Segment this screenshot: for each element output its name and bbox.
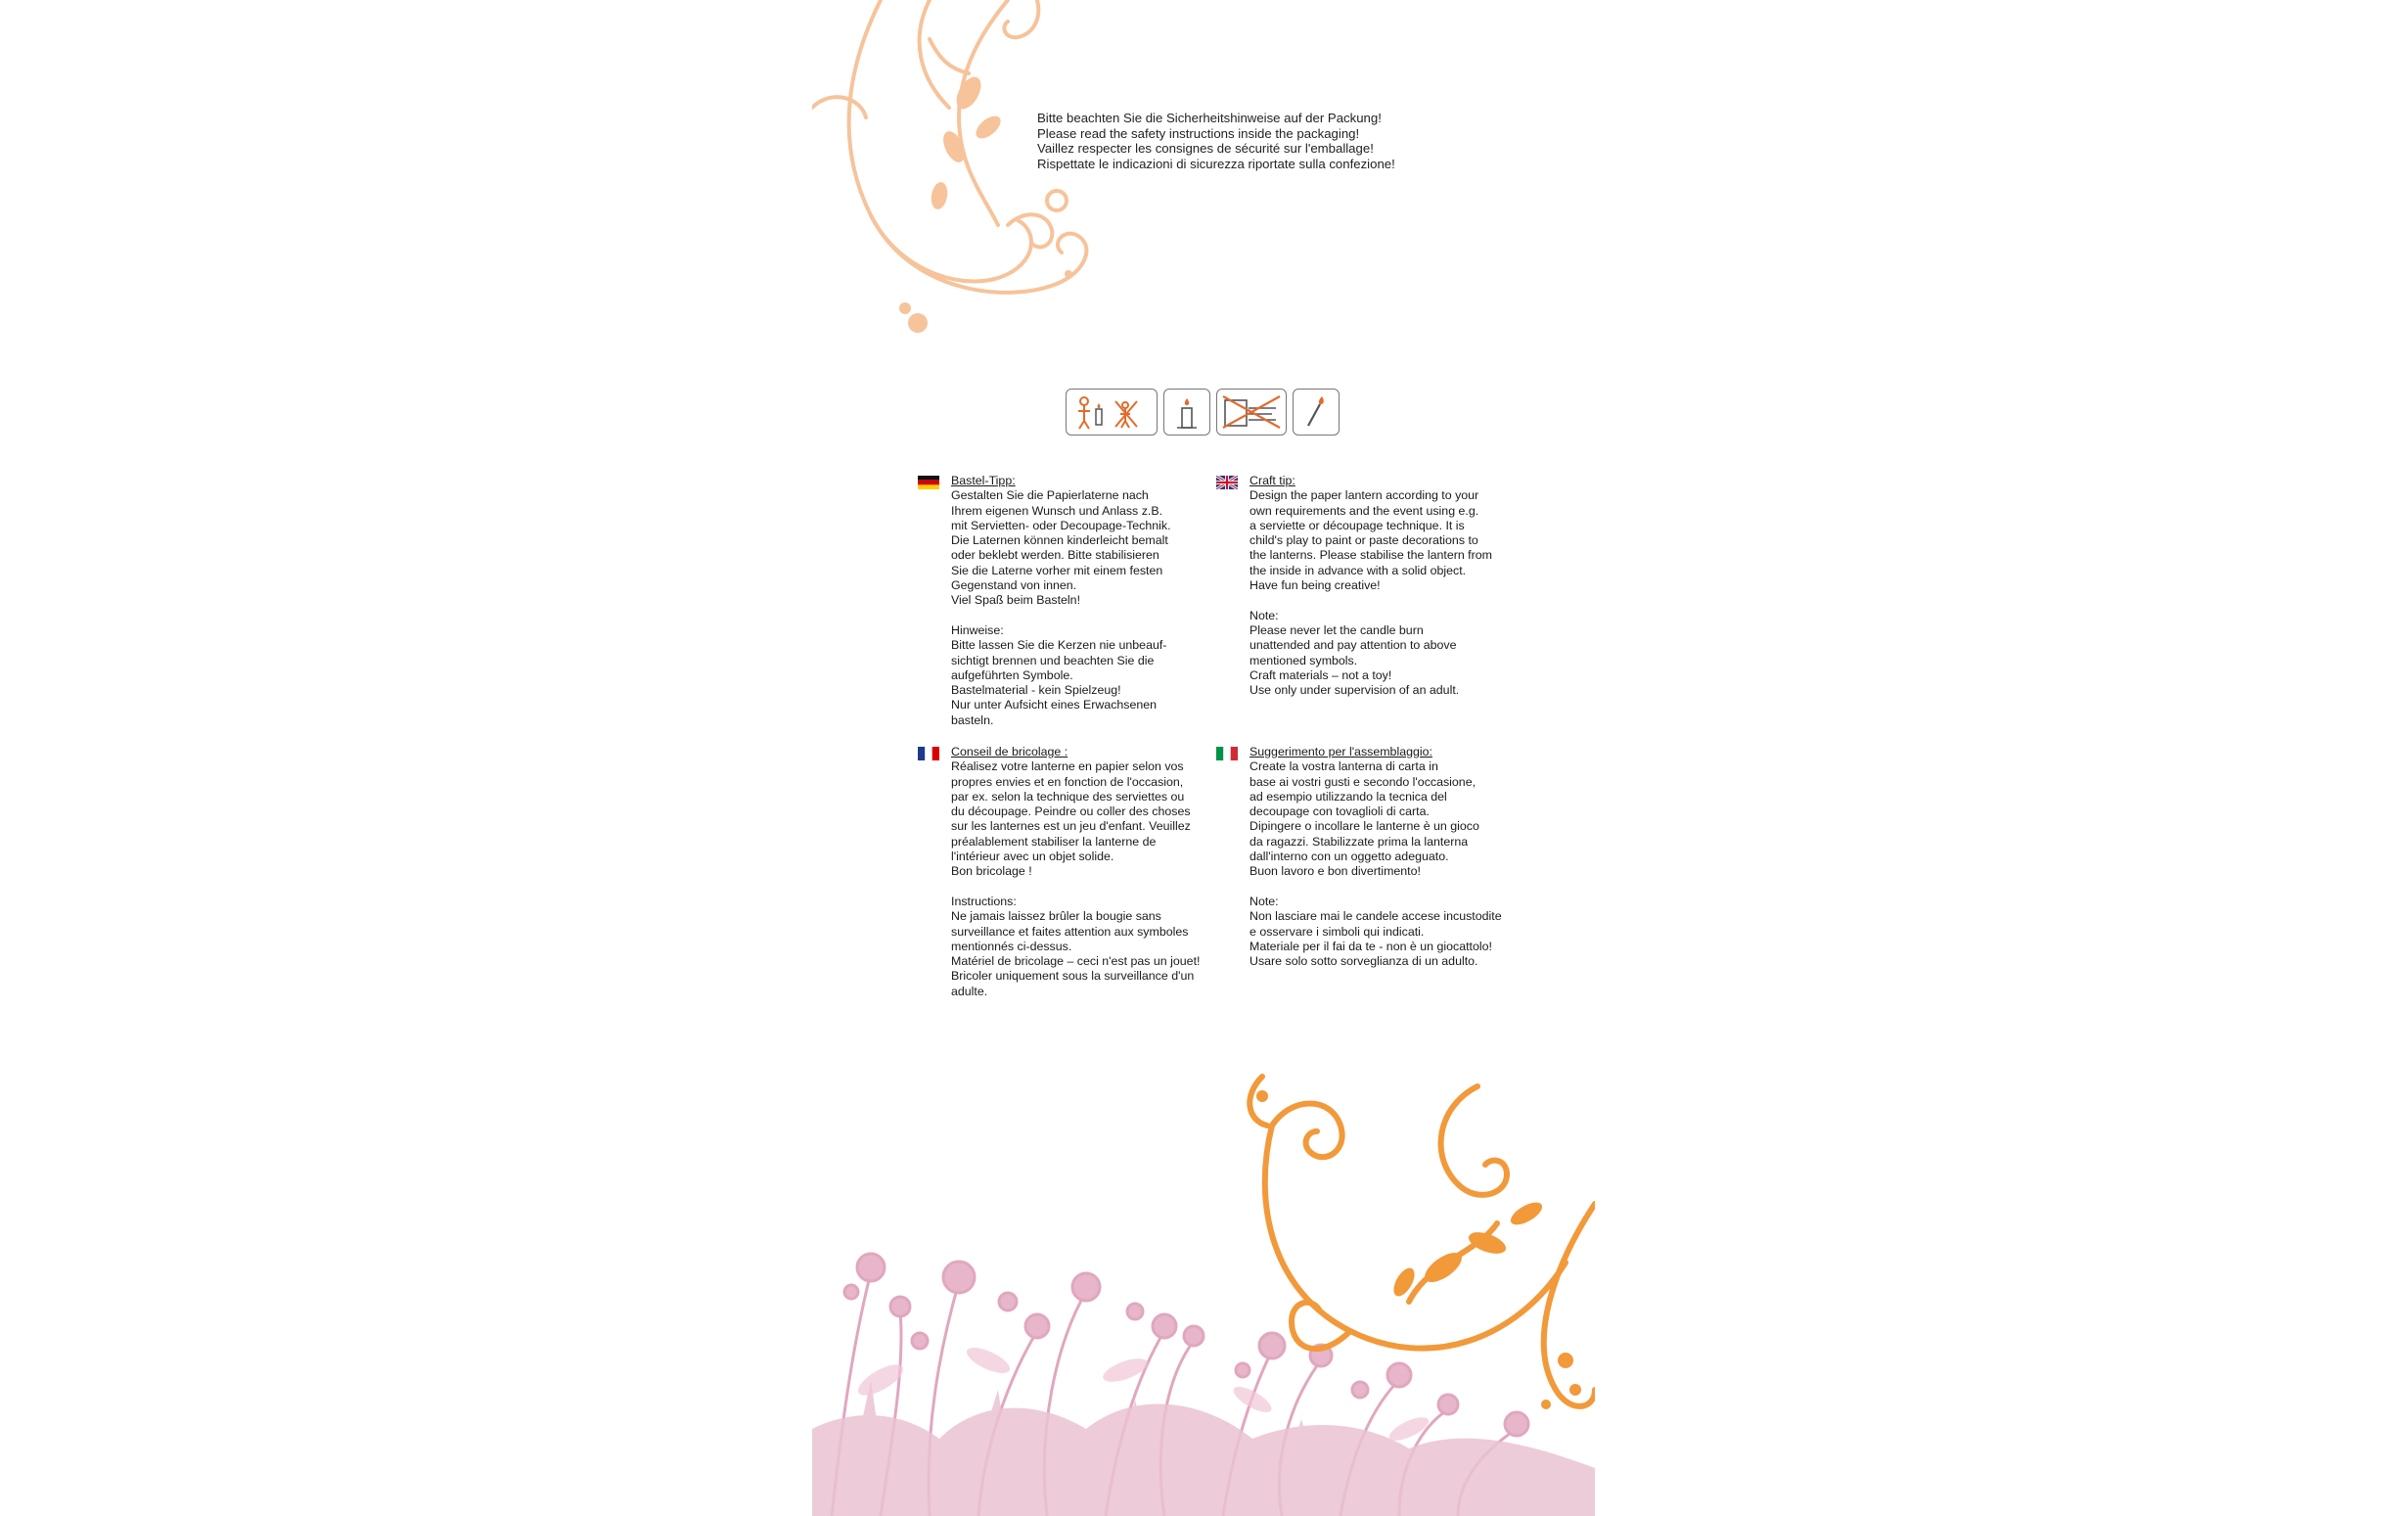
section-heading: Conseil de bricolage : (951, 745, 1068, 758)
text-line: Buon lavoro e bon divertimento! (1249, 864, 1421, 879)
text-line: Bastelmaterial - kein Spielzeug! (951, 683, 1121, 698)
text-line: Materiale per il fai da te - non è un giocattolo! (1249, 939, 1492, 953)
text-line: Gestalten Sie die Papierlaterne nach (951, 488, 1149, 503)
note-heading: Note: (1249, 894, 1279, 908)
section-it (1249, 745, 1528, 969)
text-line: unattended and pay attention to above (1249, 638, 1457, 653)
text-line: sichtigt brennen und beachten Sie die (951, 653, 1155, 667)
text-line: aufgeführten Symbole. (951, 667, 1073, 682)
text-line: Ihrem eigenen Wunsch und Anlass z.B. (951, 503, 1163, 518)
text-line: Bricoler uniquement sous la surveillance d'un (951, 969, 1195, 984)
text-line: Viel Spaß beim Basteln! (951, 593, 1081, 608)
lighter-icon (1296, 392, 1336, 432)
note-heading: Hinweise: (951, 622, 1004, 637)
text-line: mentionnés ci-dessus. (951, 939, 1072, 953)
safety-notice (1037, 111, 1395, 171)
text-line: préalablement stabiliser la lanterne de (951, 834, 1157, 849)
packaging-panel (812, 0, 1595, 1516)
section-heading: Suggerimento per l'assemblaggio: (1249, 745, 1432, 758)
text-line: ad esempio utilizzando la tecnica del (1249, 789, 1447, 804)
text-line: the lanterns. Please stabilise the lantern from (1249, 548, 1492, 563)
section-fr (951, 745, 1230, 999)
text-line: Gegenstand von innen. (951, 578, 1077, 593)
text-line: Usare solo sotto sorveglianza di un adulto. (1249, 954, 1478, 969)
text-line: base ai vostri gusti e secondo l'occasione, (1249, 774, 1477, 789)
text-line: a serviette or découpage technique. It is (1249, 518, 1465, 532)
note-heading: Instructions: (951, 894, 1017, 908)
text-line: Create la vostra lanterna di carta in (1249, 759, 1438, 774)
text-line: the inside in advance with a solid object. (1249, 563, 1467, 577)
text-line: Bon bricolage ! (951, 864, 1032, 879)
text-line: propres envies et en fonction de l'occasion, (951, 774, 1184, 789)
text-line: Die Laternen können kinderleicht bemalt (951, 533, 1168, 548)
section-de (951, 474, 1230, 728)
uk-flag-icon (1216, 476, 1238, 489)
text-line: e osservare i simboli qui indicati. (1249, 924, 1425, 939)
text-line: Bitte lassen Sie die Kerzen nie unbeauf- (951, 638, 1167, 653)
safety-icon-group-1 (1066, 389, 1158, 436)
safety-notice-fr: Vaillez respecter les consignes de sécurité sur l'emballage! (1037, 141, 1374, 157)
section-heading: Craft tip: (1249, 474, 1295, 487)
text-line: da ragazzi. Stabilizzate prima la lanterna (1249, 834, 1469, 849)
text-line: par ex. selon la technique des serviettes ou (951, 789, 1185, 804)
text-line: Réalisez votre lanterne en papier selon vos (951, 759, 1184, 774)
germany-flag-icon (918, 476, 939, 489)
candle-icon (1167, 392, 1206, 432)
text-line: mit Servietten- oder Decoupage-Technik. (951, 518, 1171, 532)
text-line: adulte. (951, 984, 988, 998)
text-line: basteln. (951, 712, 994, 727)
italy-flag-icon (1216, 747, 1238, 760)
text-line: Please never let the candle burn (1249, 622, 1424, 637)
note-heading: Note: (1249, 608, 1279, 622)
candle-icon-box (1163, 389, 1210, 436)
text-line: decoupage con tovaglioli di carta. (1249, 804, 1430, 819)
text-line: sur les lanternes est un jeu d'enfant. Veuillez (951, 819, 1191, 834)
text-line: child's play to paint or paste decorations to (1249, 533, 1478, 548)
text-line: mentioned symbols. (1249, 653, 1358, 667)
text-line: l'intérieur avec un objet solide. (951, 850, 1114, 864)
france-flag-icon (918, 747, 939, 760)
text-line: Nur unter Aufsicht eines Erwachsenen (951, 698, 1158, 712)
text-line: dall'interno con un oggetto adeguato. (1249, 850, 1449, 864)
child-with-candle-icon (1068, 391, 1155, 433)
top-swirl-ornament (812, 0, 1204, 352)
safety-notice-en: Please read the safety instructions inside the packaging! (1037, 125, 1360, 141)
text-line: own requirements and the event using e.g. (1249, 503, 1479, 518)
text-line: Design the paper lantern according to your (1249, 488, 1479, 503)
text-line: Sie die Laterne vorher mit einem festen (951, 563, 1163, 577)
safety-notice-it: Rispettate le indicazioni di sicurezza riportate sulla confezione! (1037, 156, 1395, 171)
no-drafts-icon (1219, 392, 1284, 432)
safety-symbols (1066, 389, 1340, 436)
text-line: du découpage. Peindre ou coller des choses (951, 804, 1191, 819)
section-en (1249, 474, 1528, 698)
lighter-icon-box (1293, 389, 1340, 436)
section-heading: Bastel-Tipp: (951, 474, 1016, 487)
safety-notice-de: Bitte beachten Sie die Sicherheitshinweise auf der Packung! (1037, 111, 1382, 125)
text-line: Non lasciare mai le candele accese incustodite (1249, 909, 1502, 924)
text-line: Craft materials – not a toy! (1249, 667, 1392, 682)
text-line: Have fun being creative! (1249, 578, 1381, 593)
text-line: Dipingere o incollare le lanterne è un gioco (1249, 819, 1479, 834)
text-line: surveillance et faites attention aux symboles (951, 924, 1189, 939)
no-drafts-icon-box (1216, 389, 1287, 436)
bottom-swirl-ornament (1233, 1067, 1595, 1439)
text-line: Use only under supervision of an adult. (1249, 683, 1460, 698)
text-line: Ne jamais laissez brûler la bougie sans (951, 909, 1161, 924)
text-line: oder beklebt werden. Bitte stabilisieren (951, 548, 1159, 563)
text-line: Matériel de bricolage – ceci n'est pas un jouet! (951, 954, 1201, 969)
